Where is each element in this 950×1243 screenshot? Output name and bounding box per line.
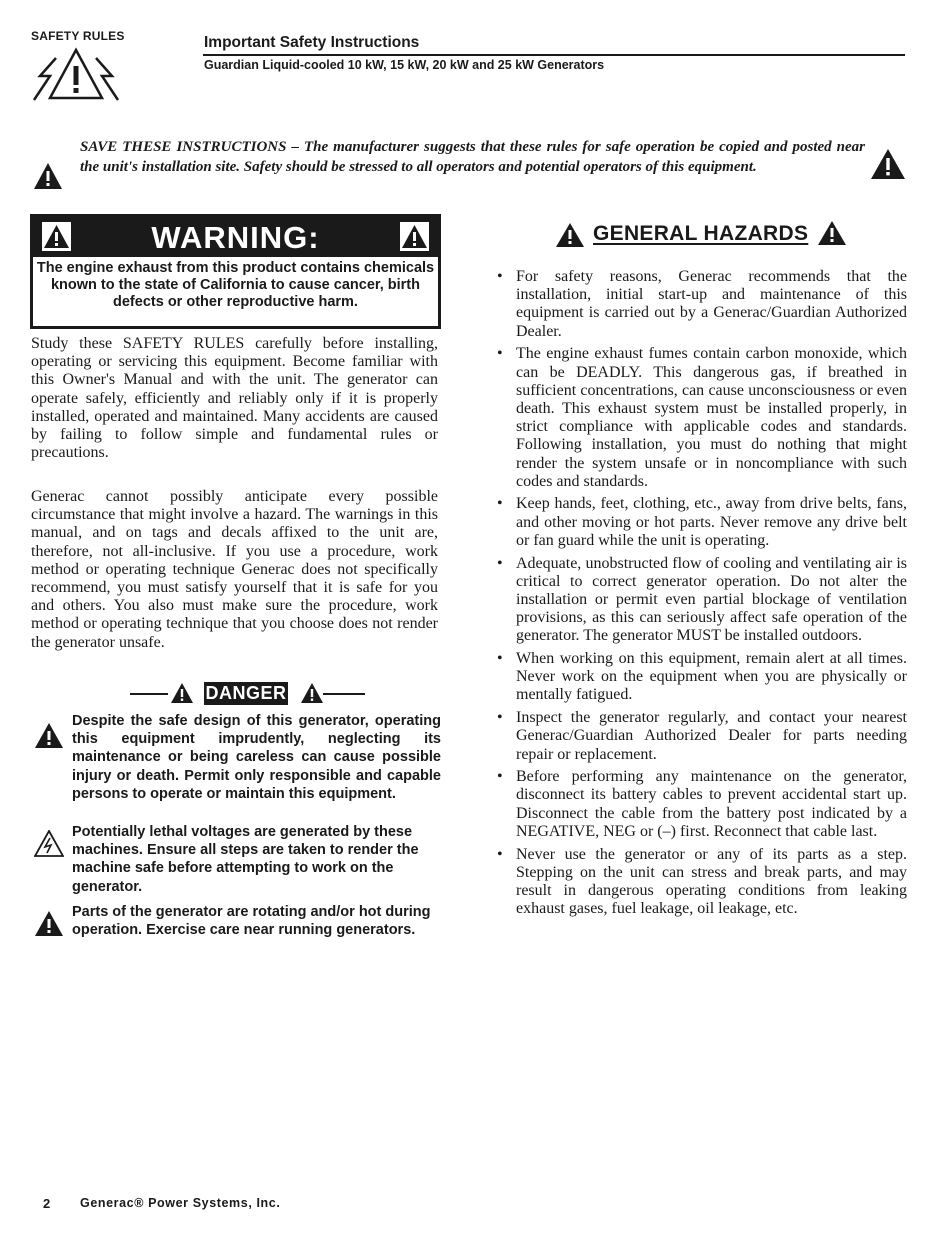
save-instructions-notice: SAVE THESE INSTRUCTIONS – The manufacturer suggests that these rules for safe operation be copied and posted near the unit's installation site. Safety should be stressed to all operators and potential operators of this equipment. — [80, 139, 865, 175]
divider — [323, 693, 365, 695]
danger-header — [120, 680, 370, 706]
warning-triangle-icon — [33, 162, 63, 190]
footer-company: Generac® Power Systems, Inc. — [80, 1196, 281, 1210]
warning-triangle-icon — [817, 220, 847, 246]
header-rule — [203, 54, 905, 56]
general-hazards-title: GENERAL HAZARDS — [593, 222, 809, 245]
document-title: Important Safety Instructions — [204, 34, 420, 51]
divider — [130, 693, 168, 695]
general-hazards-heading — [555, 220, 855, 250]
list-item: • When working on this equipment, remain alert at all times. Never work on the equipment when you are physically or mentally fatigued. — [497, 650, 907, 705]
list-item: • Keep hands, feet, clothing, etc., away from drive belts, fans, and other moving or hot parts. Never remove any drive belt or fan guard while the unit is operating. — [497, 495, 907, 550]
warning-box — [30, 214, 441, 329]
warning-title-bar — [33, 217, 438, 257]
list-item: • Adequate, unobstructed flow of cooling and ventilating air is critical to correct generator operation. Do not alter the installation or permit even partial blockage of ventilation provisions, as this can seriously affect safe operation of the generator. The generator MUST be installed outdoors. — [497, 555, 907, 646]
warning-title: WARNING: — [151, 220, 320, 255]
warning-triangle-icon — [34, 910, 64, 937]
page-number: 2 — [43, 1196, 51, 1211]
intro-paragraph: Study these SAFETY RULES carefully before installing, operating or servicing this equipment. Become familiar with this Owner's Manual and with the unit. The generator can operate safely, efficiently and reliably only if it is properly installed, operated and maintained. Many accidents are caused by failing to follow simple and fundamental rules or precautions. — [31, 335, 438, 462]
warning-triangle-icon — [400, 222, 429, 251]
danger-badge: DANGER — [205, 683, 287, 703]
warning-triangle-icon — [555, 222, 585, 248]
general-hazards-list — [497, 268, 907, 923]
list-item: • Never use the generator or any of its parts as a step. Stepping on the unit can stress and break parts, and may result in dangerous operating conditions from leaking exhaust gases, fuel leakage, oil leakage, etc. — [497, 846, 907, 919]
warning-triangle-icon — [300, 682, 324, 704]
document-subtitle: Guardian Liquid-cooled 10 kW, 15 kW, 20 kW and 25 kW Generators — [204, 58, 605, 72]
danger-item: Despite the safe design of this generator, operating this equipment imprudently, neglecting its maintenance or being careless can cause possible injury or death. Permit only responsible and capable persons to operate or maintain this equipment. — [72, 713, 441, 802]
warning-triangle-icon — [870, 148, 906, 180]
danger-item: Parts of the generator are rotating and/or hot during operation. Exercise care near running generators. — [72, 904, 431, 939]
high-voltage-warning-icon — [30, 46, 122, 102]
danger-item: Potentially lethal voltages are generated by these machines. Ensure all steps are taken to render the machine safe before attempting to work on the generator. — [72, 824, 419, 895]
list-item: • Inspect the generator regularly, and contact your nearest Generac/Guardian Authorized Dealer for parts needing repair or replacement. — [497, 709, 907, 764]
list-item: • For safety reasons, Generac recommends that the installation, initial start-up and maintenance of this equipment is carried out by a Generac/Guardian Authorized Dealer. — [497, 268, 907, 341]
electrical-hazard-icon — [34, 830, 64, 857]
warning-triangle-icon — [34, 722, 64, 749]
warning-triangle-icon — [170, 682, 194, 704]
disclaimer-paragraph: Generac cannot possibly anticipate every possible circumstance that might involve a hazard. The warnings in this manual, and on tags and decals affixed to the unit are, therefore, not all-inclusive. If you use a procedure, work method or operating technique Generac does not specifically recommend, you must satisfy yourself that it is safe for you and others. You also must make sure the procedure, work method or operating technique that you choose does not render the generator unsafe. — [31, 488, 438, 651]
list-item: • The engine exhaust fumes contain carbon monoxide, which can be DEADLY. This dangerous gas, if breathed in sufficient concentrations, can cause unconsciousness or even death. This exhaust system must be installed properly, in strict compliance with applicable codes and standards. Following installation, you must do nothing that might render the system unsafe or in noncompliance with such codes and standards. — [497, 345, 907, 491]
list-item: • Before performing any maintenance on the generator, disconnect its battery cables to prevent accidental start up. Disconnect the cable from the battery post indicated by a NEGATIVE, NEG or (–) first. Reconnect that cable last. — [497, 768, 907, 841]
warning-text: The engine exhaust from this product contains chemicals known to the state of California to cause cancer, birth defects or other reproductive harm. — [36, 260, 435, 310]
section-label: SAFETY RULES — [31, 29, 125, 43]
